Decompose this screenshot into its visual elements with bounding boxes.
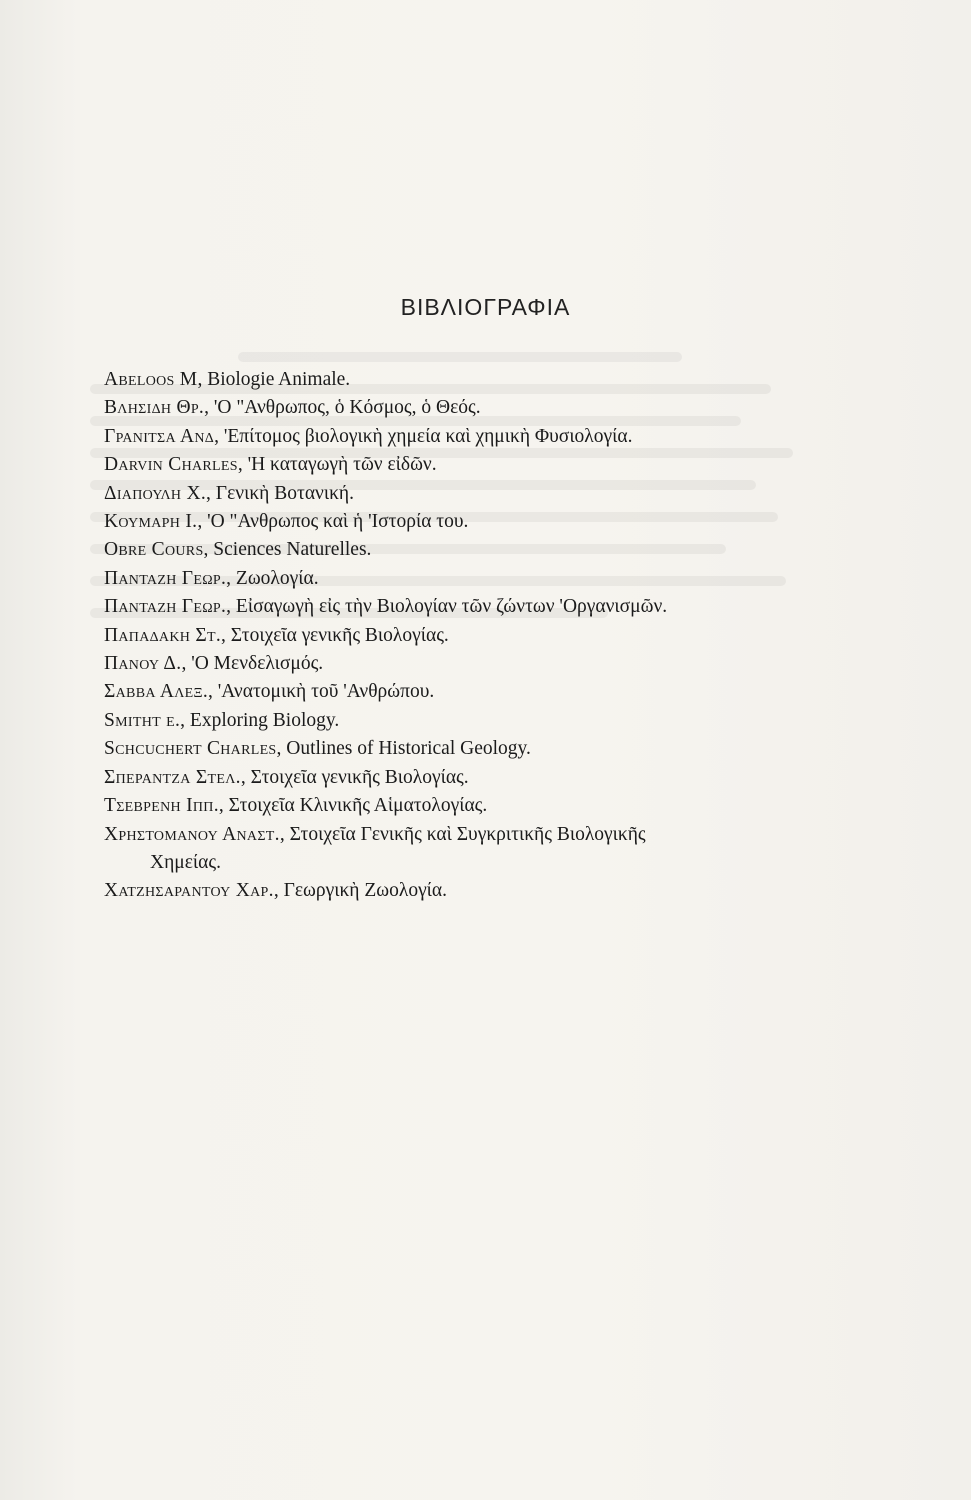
entry-author: Smitht e. (104, 709, 181, 731)
entry-separator: , (204, 397, 214, 419)
entry-author: Πανταζη Γεωρ. (104, 567, 227, 589)
entry-author: Χρηστομανου Αναστ. (104, 823, 280, 845)
entry-author: Γρανιτσα Ανδ (104, 425, 215, 447)
bibliography-entry (104, 792, 824, 820)
entry-author: Πανταζη Γεωρ. (104, 596, 227, 618)
entry-title: Γεωργικὴ Ζωολογία. (283, 880, 448, 902)
entry-separator: , (203, 539, 214, 561)
entry-separator: , (181, 653, 192, 675)
entry-author: Παπαδακη Στ. (104, 624, 221, 646)
entry-title: Ζωολογία. (235, 567, 319, 589)
entry-title: Sciences Naturelles. (213, 539, 372, 561)
entry-separator: , (240, 766, 251, 788)
entry-separator: , (276, 738, 287, 760)
entry-separator: , (221, 624, 231, 646)
bibliography-entry (104, 678, 824, 706)
bibliography-entry-continuation (104, 849, 824, 877)
entry-title: Biologie Animale. (207, 369, 351, 390)
bibliography-entry (104, 735, 824, 763)
entry-title: Στοιχεῖα Κλινικῆς Αἱματολογίας. (228, 795, 488, 817)
entry-title: Εἰσαγωγὴ εἰς τὴν Βιολογίαν τῶν ζώντων 'Οργανισμῶν. (235, 596, 668, 618)
entry-title: 'Ο "Ανθρωπος καὶ ἡ 'Ιστορία του. (207, 511, 469, 533)
entry-title: 'Ο Μενδελισμός. (191, 653, 324, 675)
entry-author: Τσεβρενη Ιππ. (104, 795, 219, 817)
bibliography-entry (104, 508, 824, 536)
entry-title: 'Επίτομος βιολογικὴ χημεία καὶ χημικὴ Φυσιολογία. (223, 425, 633, 447)
entry-author: Πανου Δ. (104, 653, 182, 675)
entry-title: 'Ανατομικὴ τοῦ 'Ανθρώπου. (217, 681, 435, 703)
entry-author: Schcuchert Charles (104, 738, 277, 760)
entry-title: Γενικὴ Βοτανική. (215, 482, 354, 504)
bibliography-entry (104, 451, 824, 479)
bibliography-entry (104, 622, 824, 650)
entry-author: Darvin Charles (104, 454, 238, 476)
entry-separator: , (180, 709, 190, 731)
bibliography-entry (104, 877, 824, 905)
entry-author: Χατζησαραντου Χαρ. (104, 880, 274, 902)
entry-title: Στοιχεῖα γενικῆς Βιολογίας. (230, 624, 449, 646)
entry-separator: , (226, 596, 236, 618)
entry-author: Διαπουλη Χ. (104, 482, 207, 504)
entry-separator: , (226, 567, 236, 589)
entry-separator: , (206, 482, 216, 504)
entry-separator: , (197, 511, 208, 533)
bibliography-entry (104, 394, 824, 422)
entry-author: Obre Cours (104, 539, 204, 561)
entry-title: Στοιχεῖα Γενικῆς καὶ Συγκριτικῆς Βιολογικῆς (289, 823, 646, 845)
entry-title: Outlines of Historical Geology. (286, 738, 531, 760)
entry-author: Κουμαρη Ι. (104, 511, 198, 533)
bibliography-entry (104, 366, 824, 394)
page-title: ΒΙΒΛΙΟΓΡΑΦΙΑ (400, 294, 571, 320)
entry-author: Σαββα Αλεξ. (104, 681, 209, 703)
entry-separator: , (273, 880, 284, 902)
entry-separator: , (279, 823, 290, 845)
entry-author: Abeloos M (104, 369, 198, 390)
entry-title: Στοιχεῖα γενικῆς Βιολογίας. (250, 766, 469, 788)
entry-author: Σπεραντζα Στελ. (104, 766, 241, 788)
entry-separator: , (214, 425, 224, 447)
entry-separator: , (208, 681, 218, 703)
bibliography-entry (104, 707, 824, 735)
entry-title: Exploring Biology. (189, 709, 340, 731)
entry-title: 'Ο "Ανθρωπος, ὁ Κόσμος, ὁ Θεός. (213, 397, 481, 419)
bibliography-entry (104, 650, 824, 678)
bibliography-entry (104, 480, 824, 508)
entry-title: 'Η καταγωγὴ τῶν εἰδῶν. (247, 454, 437, 476)
entry-separator: , (197, 369, 208, 390)
entry-separator: , (237, 454, 248, 476)
bibliography-list (104, 366, 824, 906)
bibliography-entry (104, 565, 824, 593)
bibliography-entry (104, 764, 824, 792)
entry-separator: , (218, 795, 229, 817)
entry-author: Βλησιδη Θρ. (104, 397, 205, 419)
bibliography-entry (104, 821, 824, 849)
bibliography-entry (104, 536, 824, 564)
entry-title: Χημείας. (150, 851, 221, 873)
bibliography-entry (104, 423, 824, 451)
bibliography-entry (104, 593, 824, 621)
